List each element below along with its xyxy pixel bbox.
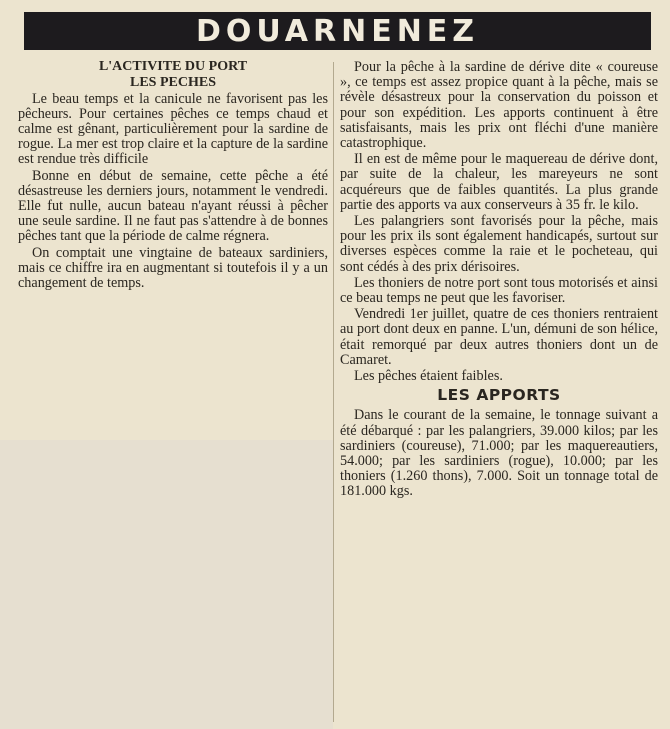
- paragraph: Vendredi 1er juillet, quatre de ces thoniers rentraient au port dont deux en panne. L'un, démuni de son hélice, était remorqué par deux autres thoniers dont un de Camaret.: [340, 306, 658, 368]
- paragraph: Bonne en début de semaine, cette pêche a été désastreuse les derniers jours, notamment le vendredi. Elle fut nulle, aucun bateau n'ayant réussi à pêcher une seule sardine. Il ne faut pas s'attendre à de bonnes pêches tant que la période de calme régnera.: [18, 167, 328, 245]
- blank-area: [0, 440, 333, 729]
- paragraph: Le beau temps et la canicule ne favorisent pas les pêcheurs. Pour certaines pêches ce temps chaud et calme est gênant, particulièrement pour la sardine de rogue. La mer est trop claire et la capture de la sardine est rendue très difficile: [18, 90, 328, 168]
- section-title: LES APPORTS: [437, 386, 561, 405]
- masthead-title: DOUARNENEZ: [195, 13, 480, 49]
- article-heading: L'ACTIVITE DU PORT: [98, 59, 248, 74]
- masthead: [24, 12, 651, 50]
- paragraph: Pour la pêche à la sardine de dérive dite « coureuse », ce temps est assez propice quant à la pêche, mais se révèle désastreux pour la conservation du poisson et pour son expédition. Les apports continuent à être satisfaisants, mais les prix ont fléchi d'une manière catastrophique.: [340, 59, 658, 152]
- paragraph: Il en est de même pour le maquereau de dérive dont, par suite de la chaleur, les mareyeurs ne sont acquéreurs que de faibles quantités. La plus grande partie des apports va aux conserveurs à 35 fr. le kilo.: [340, 151, 658, 213]
- apports-paragraph: Dans le courant de la semaine, le tonnage suivant a été débarqué : par les palangriers, 39.000 kilos; par les sardiniers (coureuse), 71.000; par les maquereautiers, 54.000; par les sardiniers (rogue), 10.000; par les thoniers (1.260 thons), 7.000. Soit un tonnage total de 181.000 kgs.: [340, 407, 658, 500]
- right-column: [340, 60, 658, 722]
- article-subheading: LES PECHES: [130, 74, 216, 90]
- column-rule: [333, 62, 334, 722]
- paragraph: On comptait une vingtaine de bateaux sardiniers, mais ce chiffre ira en augmentant si toutefois il y a un changement de temps.: [18, 244, 328, 291]
- left-column: [18, 60, 328, 450]
- paragraph: Les thoniers de notre port sont tous motorisés et ainsi ce beau temps ne peut que les favoriser.: [340, 274, 658, 307]
- paragraph: Les palangriers sont favorisés pour la pêche, mais pour les prix ils sont également handicapés, surtout sur diverses espèces comme la raie et le pocheteau, qui sont cédés à des prix dérisoires.: [340, 213, 658, 275]
- paragraph: Les pêches étaient faibles.: [354, 368, 503, 385]
